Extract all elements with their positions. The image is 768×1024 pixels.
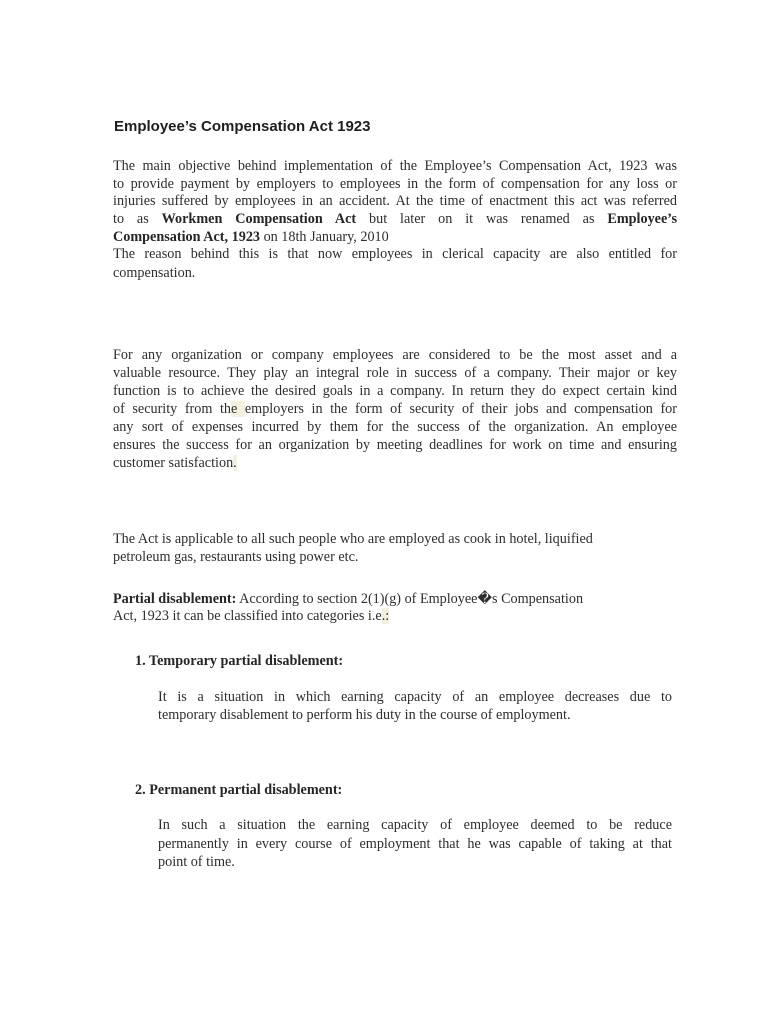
paragraph-line [113,400,677,418]
paragraph-line: point of time. [158,854,235,870]
text-run: customer satisfaction [113,455,234,471]
paragraph-line [113,210,677,228]
paragraph-line: The Act is applicable to all such people who are employed as cook in hotel, liquified [113,531,593,547]
paragraph-line [113,607,389,625]
paragraph-line [113,454,237,472]
highlighted-text: . [233,455,237,471]
section-heading: 1. Temporary partial disablement: [135,653,344,669]
paragraph-line: temporary disablement to perform his duty in the course of employment. [158,707,571,723]
bold-act-name: Employee’s [607,211,677,227]
paragraph-line: to provide payment by employers to employees in the form of compensation for any loss or [113,176,677,192]
text-run: to as [113,211,162,227]
paragraph-line: It is a situation in which earning capacity of an employee decreases due to [158,689,672,705]
paragraph-line: valuable resource. They play an integral role in success of a company. Their major or key [113,365,677,381]
text-run: According to section 2(1)(g) of Employee�s Compensation [236,591,584,607]
document-title: Employee’s Compensation Act 1923 [114,118,371,135]
paragraph-line: The main objective behind implementation of the Employee’s Compensation Act, 1923 was [113,158,677,174]
paragraph-line: injuries suffered by employees in an accident. At the time of enactment this act was referred [113,193,677,209]
bold-act-name: Compensation Act, 1923 [113,229,261,245]
text-run: on 18th January, 2010 [260,229,389,245]
paragraph-line: function is to achieve the desired goals in a company. In return they do expect certain kind [113,383,677,399]
highlighted-text: .: [381,608,390,624]
paragraph-line: permanently in every course of employment that he was capable of taking at that [158,836,672,852]
paragraph-line [113,590,583,608]
bold-label: Partial disablement: [113,591,237,607]
paragraph-line: compensation. [113,265,196,281]
text-run: Act, 1923 it can be classified into categories i.e [113,608,382,624]
text-run: but later on it was renamed as [356,211,608,227]
text-run: employers in the form of security of their jobs and compensation for [244,401,677,417]
paragraph-line: In such a situation the earning capacity of employee deemed to be reduce [158,817,672,833]
section-heading: 2. Permanent partial disablement: [135,782,343,798]
highlighted-text: e [231,401,245,417]
paragraph-line: any sort of expenses incurred by them for the success of the organization. An employee [113,419,677,435]
paragraph-line: ensures the success for an organization by meeting deadlines for work on time and ensuring [113,437,677,453]
bold-act-name: Workmen Compensation Act [161,211,357,227]
paragraph-line: The reason behind this is that now employees in clerical capacity are also entitled for [113,246,677,262]
paragraph-line: For any organization or company employees are considered to be the most asset and a [113,347,677,363]
paragraph-line [113,228,389,246]
text-run: of security from th [113,401,231,417]
paragraph-line: petroleum gas, restaurants using power etc. [113,549,359,565]
